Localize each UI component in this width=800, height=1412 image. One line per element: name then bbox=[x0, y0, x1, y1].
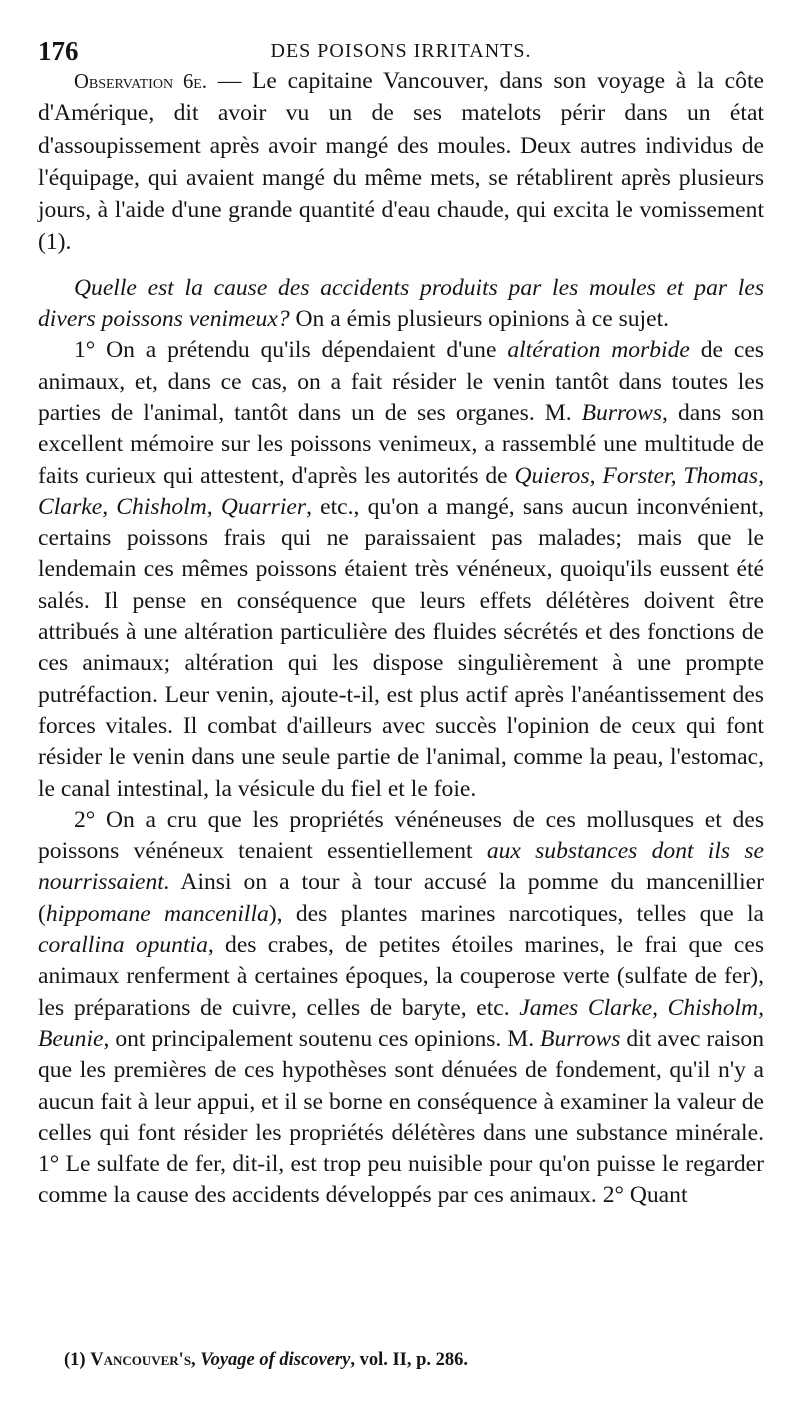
footnote-author: Vancouver's bbox=[90, 1350, 192, 1370]
observation-label: Observation 6e. bbox=[74, 71, 208, 93]
para1-text-1: 1° On a prétendu qu'ils dépendaient d'une bbox=[74, 337, 508, 364]
para2-italic-1: aux substances dont ils se nourrissaient. bbox=[38, 838, 764, 896]
para2-text-3: ), des plantes marines narcotiques, telles que la bbox=[268, 900, 764, 927]
body-text bbox=[38, 66, 764, 1212]
para2-italic-5: Burrows bbox=[540, 1025, 621, 1052]
para1-text-2: de ces animaux, et, dans ce cas, on a fait résider le venin tantôt dans toutes les parties de l'animal, tantôt dans un de ses organes. M. bbox=[38, 337, 764, 426]
para1-text-4: , etc., qu'on a mangé, sans aucun inconvénient, certains poissons frais qui ne paraissaient pas malades; mais que le lendemain ces mêmes poissons étaient très vénéneux, quoiqu'ils eussent été salés. Il pense en conséquence que leurs effets délétères doivent être attribués à une altération particulière des fluides sécrétés et des fonctions de ces animaux; altération qui les dispose singulièrement à une prompte putréfaction. Leur venin, ajoute-t-il, est plus actif après l'anéantissement des forces vitales. Il combat d'ailleurs avec succès l'opinion de ceux qui font résider le venin dans une seule partie de l'animal, comme la peau, l'estomac, le canal intestinal, la vésicule du fiel et le foie. bbox=[38, 493, 764, 802]
paragraph-1 bbox=[38, 335, 764, 804]
question-italic: Quelle est la cause des accidents produits par les moules et par les divers poissons venimeux? bbox=[38, 274, 764, 333]
footnote-separator: , bbox=[191, 1350, 201, 1370]
para2-italic-3: corallina opuntia bbox=[38, 932, 208, 959]
footnote-reference: , vol. II, p. 286. bbox=[350, 1350, 469, 1370]
para2-text-2: Ainsi on a tour à tour accusé la pomme du mancenillier ( bbox=[38, 869, 764, 927]
para1-text-3: , dans son excellent mémoire sur les poissons venimeux, a rassemblé une multitude de faits curieux qui attestent, d'après les autorités de bbox=[38, 399, 764, 489]
footnote-mark: (1) bbox=[64, 1350, 91, 1370]
page-number: 176 bbox=[38, 36, 79, 66]
observation-paragraph bbox=[38, 66, 764, 260]
paragraph-2 bbox=[38, 805, 764, 1212]
para2-italic-4: James Clarke, Chisholm, Beunie bbox=[38, 994, 764, 1052]
para2-text-5: , ont principalement soutenu ces opinions. M. bbox=[103, 1025, 541, 1052]
para1-italic-1: altération morbide bbox=[507, 337, 690, 364]
question-paragraph bbox=[38, 273, 764, 336]
footnote bbox=[64, 1350, 764, 1371]
page-header bbox=[38, 36, 764, 66]
para2-text-6: dit avec raison que les premières de ces hypothèses sont dénuées de fondement, qu'il n'y a aucun fait à leur appui, et il se borne en conséquence à examiner la valeur de celles qui font résider les propriétés délétères dans une substance minérale. 1° Le sulfate de fer, dit-il, est trop peu nuisible pour qu'on puisse le regarder comme la cause des accidents développés par ces animaux. 2° Quant bbox=[38, 1025, 764, 1209]
para2-italic-2: hippomane mancenilla bbox=[45, 900, 269, 927]
para2-text-1: 2° On a cru que les propriétés vénéneuses de ces mollusques et des poissons vénéneux tenaient essentiellement bbox=[38, 806, 764, 865]
para1-italic-3: Quieros, Forster, Thomas, Clarke, Chisholm, Quarrier bbox=[38, 462, 764, 520]
footnote-title: Voyage of discovery bbox=[200, 1350, 351, 1370]
question-text: On a émis plusieurs opinions à ce sujet. bbox=[289, 306, 670, 333]
para1-italic-2: Burrows bbox=[581, 399, 663, 426]
running-head: DES POISONS IRRITANTS. bbox=[270, 40, 532, 62]
observation-text: — Le capitaine Vancouver, dans son voyage à la côte d'Amérique, dit avoir vu un de ses matelots périr dans un état d'assoupissement après avoir mangé des moules. Deux autres individus de l'équipage, qui avaient mangé du même mets, se rétablirent après plusieurs jours, à l'aide d'une grande quantité d'eau chaude, qui excita le vomissement (1). bbox=[38, 68, 764, 256]
para2-text-4: , des crabes, de petites étoiles marines, le frai que ces animaux renferment à certaines époques, la couperose verte (sulfate de fer), les préparations de cuivre, celles de baryte, etc. bbox=[38, 932, 764, 1021]
